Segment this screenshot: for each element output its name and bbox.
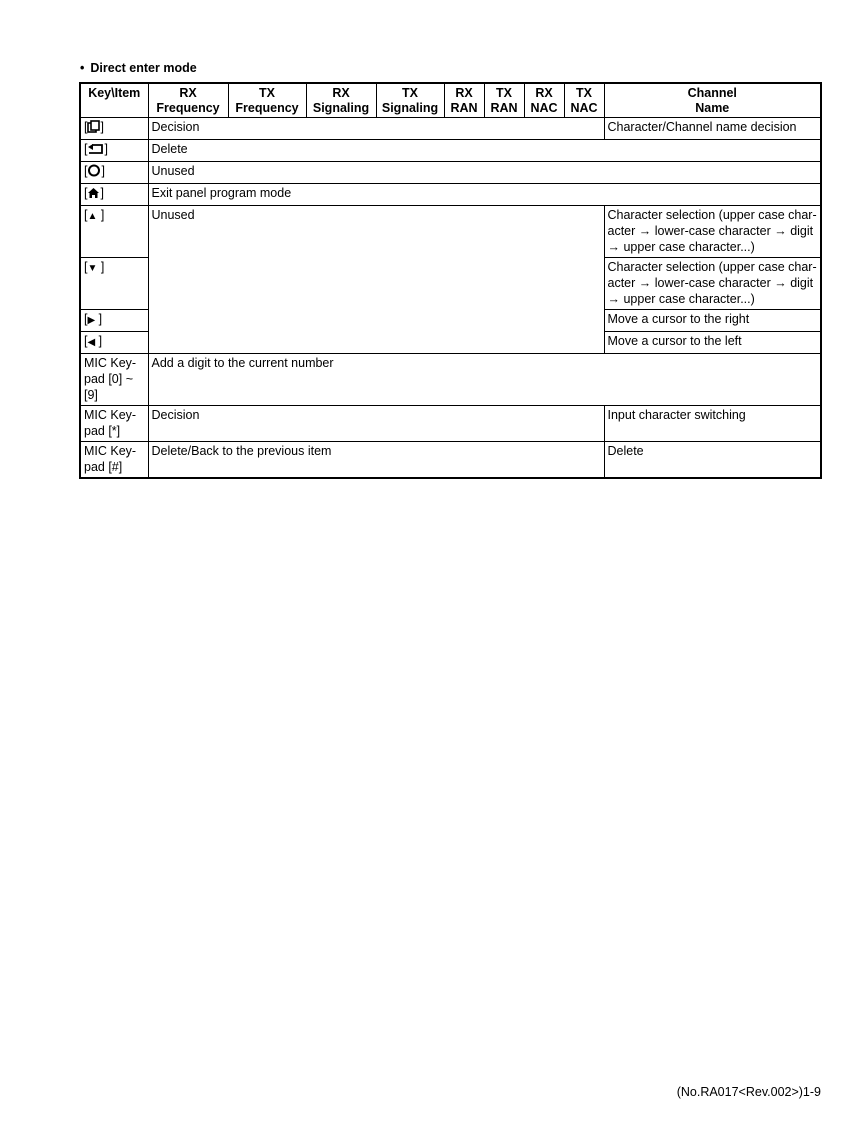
key-cell: [ ] bbox=[80, 184, 148, 206]
table-row bbox=[80, 442, 821, 479]
header-key-item: Key\Item bbox=[80, 83, 148, 118]
back-key-icon bbox=[87, 143, 104, 159]
description-cell: Decision bbox=[148, 406, 604, 442]
description-cell: Decision bbox=[148, 118, 604, 140]
header-tx-frequency: TX Frequency bbox=[228, 83, 306, 118]
header-rx-nac: RX NAC bbox=[524, 83, 564, 118]
table-row bbox=[80, 406, 821, 442]
key-cell: [ ] bbox=[80, 162, 148, 184]
key-cell: [▼ ] bbox=[80, 258, 148, 310]
table-row bbox=[80, 118, 821, 140]
left-triangle-icon: ◀ bbox=[87, 337, 96, 348]
home-key-icon bbox=[87, 187, 100, 203]
header-tx-ran: TX RAN bbox=[484, 83, 524, 118]
channel-name-cell: Move a cursor to the right bbox=[604, 310, 821, 332]
channel-name-cell: Character/Channel name decision bbox=[604, 118, 821, 140]
header-row bbox=[80, 83, 821, 118]
table-row bbox=[80, 206, 821, 258]
header-channel-name: Channel Name bbox=[604, 83, 821, 118]
header-tx-nac: TX NAC bbox=[564, 83, 604, 118]
header-tx-signaling: TX Signaling bbox=[376, 83, 444, 118]
header-rx-signaling: RX Signaling bbox=[306, 83, 376, 118]
key-cell: [ ] bbox=[80, 140, 148, 162]
direct-enter-mode-table bbox=[79, 82, 822, 479]
bullet: • bbox=[80, 61, 85, 75]
key-cell: [ ] bbox=[80, 118, 148, 140]
key-cell: MIC Key-pad [0] ~ [9] bbox=[80, 354, 148, 406]
header-rx-ran: RX RAN bbox=[444, 83, 484, 118]
key-cell: [▶ ] bbox=[80, 310, 148, 332]
description-cell: Unused bbox=[148, 162, 821, 184]
table-row bbox=[80, 140, 821, 162]
down-triangle-icon: ▼ bbox=[87, 263, 98, 274]
channel-name-cell: Move a cursor to the left bbox=[604, 332, 821, 354]
section-title bbox=[80, 61, 197, 75]
description-cell: Delete bbox=[148, 140, 821, 162]
description-cell: Exit panel program mode bbox=[148, 184, 821, 206]
page-reference: (No.RA017<Rev.002>)1-9 bbox=[676, 1085, 821, 1099]
key-cell: MIC Key-pad [*] bbox=[80, 406, 148, 442]
key-cell: MIC Key-pad [#] bbox=[80, 442, 148, 479]
description-cell: Add a digit to the current number bbox=[148, 354, 821, 406]
table-row bbox=[80, 162, 821, 184]
copy-key-icon bbox=[87, 120, 100, 137]
description-cell: Unused bbox=[148, 206, 604, 354]
section-title-text: Direct enter mode bbox=[90, 61, 197, 75]
channel-name-cell: Character selection (upper case char-acter → lower-case character → digit → upper case character...) bbox=[604, 206, 821, 258]
header-rx-frequency: RX Frequency bbox=[148, 83, 228, 118]
circle-key-icon bbox=[87, 164, 101, 181]
table-row bbox=[80, 354, 821, 406]
key-cell: [▲ ] bbox=[80, 206, 148, 258]
description-cell: Delete/Back to the previous item bbox=[148, 442, 604, 479]
right-triangle-icon: ▶ bbox=[87, 315, 96, 326]
channel-name-cell: Input character switching bbox=[604, 406, 821, 442]
key-cell: [◀ ] bbox=[80, 332, 148, 354]
channel-name-cell: Character selection (upper case char-acter → lower-case character → digit → upper case character...) bbox=[604, 258, 821, 310]
channel-name-cell: Delete bbox=[604, 442, 821, 479]
table-row bbox=[80, 184, 821, 206]
up-triangle-icon: ▲ bbox=[87, 211, 98, 222]
